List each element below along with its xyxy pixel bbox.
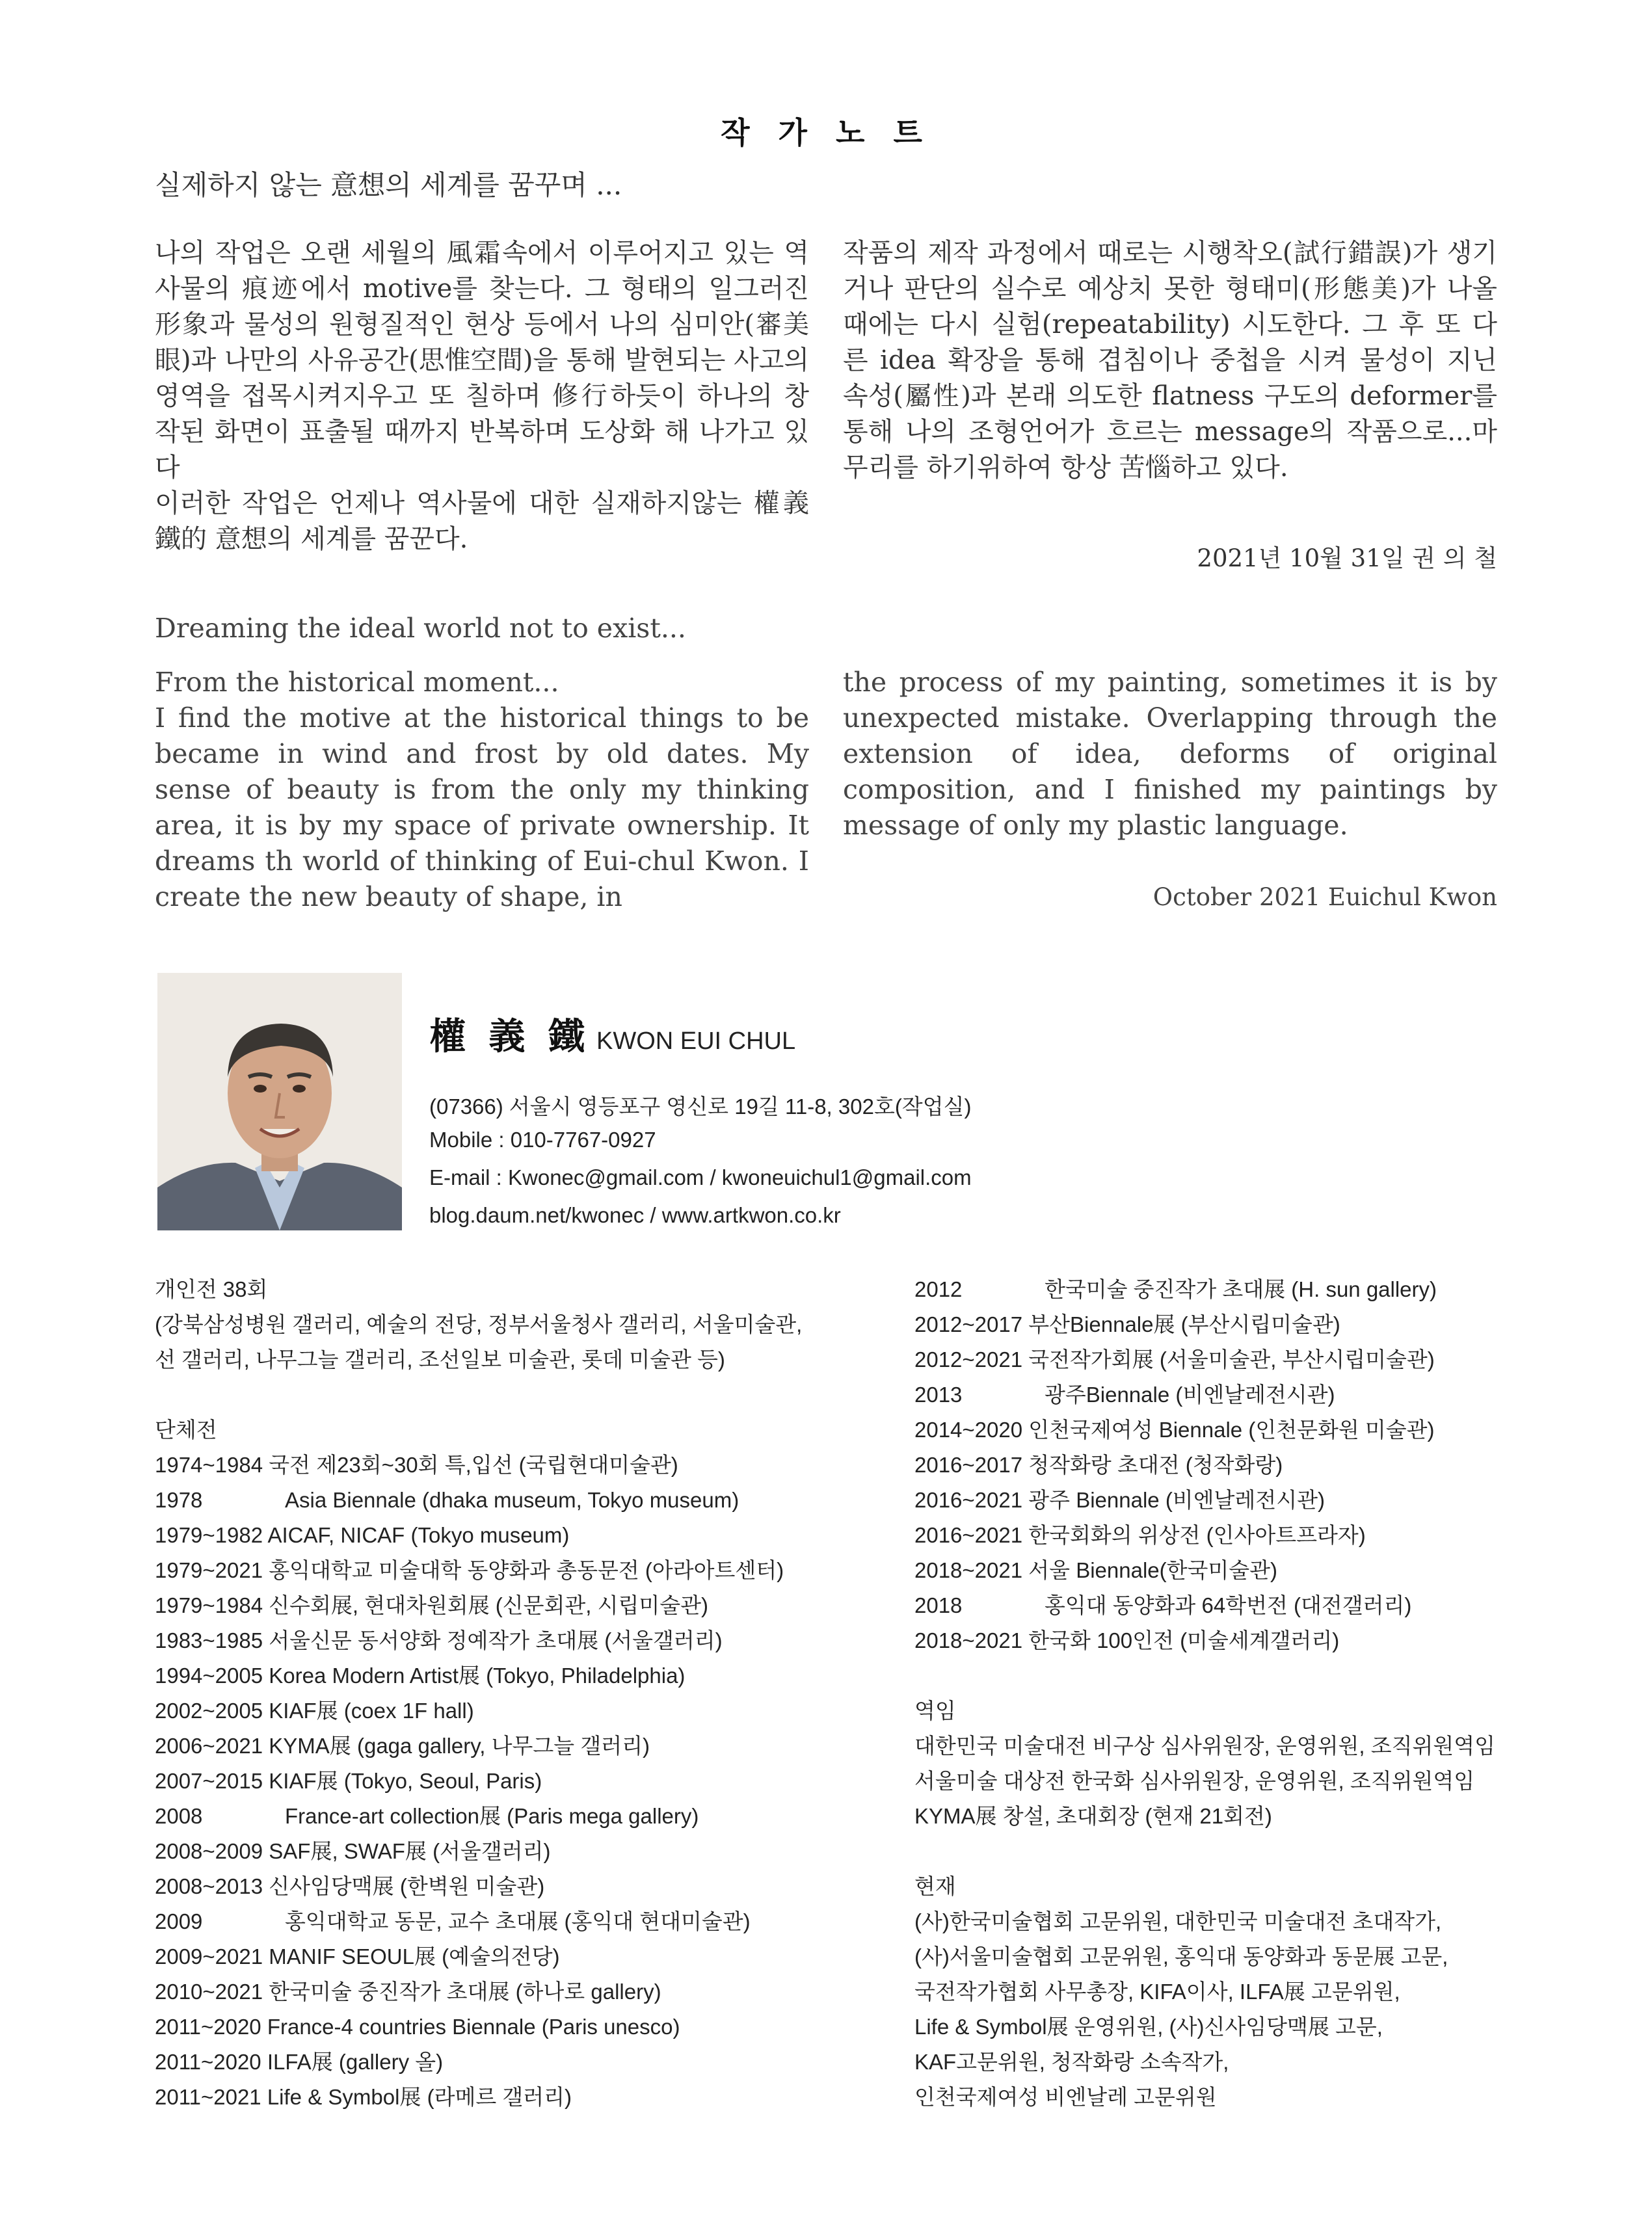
english-left-column — [155, 665, 809, 915]
current-line: (사)서울미술협회 고문위원, 홍익대 동양화과 동문展 고문, — [914, 1944, 1448, 1969]
exhibition-row — [155, 1729, 890, 1764]
exhibition-year: 1994~2005 — [155, 1664, 263, 1688]
exhibition-year: 2002~2005 — [155, 1699, 263, 1723]
exhibition-year: 2016~2021 — [914, 1488, 1023, 1512]
exhibition-row — [155, 1658, 890, 1693]
korean-signature: 2021년 10월 31일 권 의 철 — [1197, 544, 1497, 572]
exhibition-row — [155, 1623, 890, 1658]
exhibition-row — [155, 1483, 890, 1518]
exhibition-text: 홍익대 동양화과 64학번전 (대전갤러리) — [1045, 1593, 1412, 1617]
exhibition-row — [155, 1974, 890, 2009]
exhibition-row — [914, 1448, 1649, 1483]
exhibition-year: 1979~1982 — [155, 1523, 263, 1547]
exhibition-text: 국전 제23회~30회 특,입선 (국립현대미술관) — [269, 1453, 678, 1477]
exhibition-row — [155, 1764, 890, 1799]
exhibition-year: 2018~2021 — [914, 1628, 1023, 1652]
exhibition-row — [155, 1518, 890, 1553]
exhibition-year: 2011~2020 — [155, 2050, 261, 2074]
korean-subtitle: 실제하지 않는 意想의 세계를 꿈꾸며 ... — [155, 169, 622, 201]
artist-mobile: Mobile : 010-7767-0927 — [429, 1128, 656, 1152]
exhibition-text: 홍익대학교 동문, 교수 초대展 (홍익대 현대미술관) — [285, 1909, 751, 1933]
korean-paragraph: 작품의 제작 과정에서 때로는 시행착오(試行錯誤)가 생기거나 판단의 실수로 예상치 못한 형태미(形態美)가 나올 때에는 다시 실험(repeatability) 시도한다. 그 후 또 다른 idea 확장을 통해 겹침이나 중첩을 시켜 물성이 지닌 속성(屬性)과 본래 의도한 flatness 구도의 deformer를 통해 나의 조형언어가 흐르는 message의 작품으로...마무리를 하기위하여 항상 苦惱하고 있다. — [843, 238, 1497, 483]
exhibition-year: 2009~2021 — [155, 1944, 263, 1969]
exhibition-text: 부산Biennale展 (부산시립미술관) — [1028, 1312, 1340, 1336]
exhibition-year: 1978 — [155, 1488, 203, 1512]
exhibition-year: 2006~2021 — [155, 1734, 263, 1758]
exhibition-text: 한국미술 중진작가 초대展 (H. sun gallery) — [1045, 1277, 1437, 1301]
exhibition-year: 2008~2013 — [155, 1874, 263, 1898]
exhibition-text: 국전작가회展 (서울미술관, 부산시립미술관) — [1028, 1347, 1435, 1372]
current-line: (사)한국미술협회 고문위원, 대한민국 미술대전 초대작가, — [914, 1909, 1442, 1933]
exhibition-text: ILFA展 (gallery 올) — [267, 2050, 444, 2074]
career-title: 역임 — [914, 1699, 956, 1723]
artist-address: (07366) 서울시 영등포구 영신로 19길 11-8, 302호(작업실) — [429, 1094, 972, 1119]
exhibition-year: 1979~1984 — [155, 1593, 263, 1617]
exhibition-text: 서울 Biennale(한국미술관) — [1028, 1558, 1278, 1582]
exhibition-text: AICAF, NICAF (Tokyo museum) — [267, 1523, 570, 1547]
exhibition-row — [155, 1904, 890, 1939]
exhibition-row — [155, 1869, 890, 1904]
exhibition-year: 2012 — [914, 1277, 963, 1301]
artist-email[interactable]: E-mail : Kwonec@gmail.com / kwoneuichul1@gmail.com — [429, 1165, 972, 1189]
exhibition-year: 2016~2017 — [914, 1453, 1023, 1477]
exhibition-text: 광주 Biennale (비엔날레전시관) — [1028, 1488, 1325, 1512]
korean-left-column — [155, 235, 809, 557]
exhibition-text: MANIF SEOUL展 (예술의전당) — [269, 1944, 560, 1969]
exhibition-row — [155, 1939, 890, 1974]
exhibition-year: 2014~2020 — [914, 1418, 1023, 1442]
exhibition-year: 2018~2021 — [914, 1558, 1023, 1582]
exhibition-row — [914, 1553, 1649, 1588]
artist-name-hanja: 權 義 鐵 — [429, 1016, 590, 1058]
exhibition-row — [914, 1342, 1649, 1377]
exhibition-text: 한국회화의 위상전 (인사아트프라자) — [1028, 1523, 1366, 1547]
current-line: Life & Symbol展 운영위원, (사)신사임당맥展 고문, — [914, 2015, 1383, 2039]
english-paragraph: From the historical moment... — [155, 667, 559, 698]
group-exhibition-list — [155, 1448, 890, 2115]
exhibition-text: KIAF展 (coex 1F hall) — [269, 1699, 474, 1723]
exhibition-text: France-art collection展 (Paris mega gallery) — [285, 1804, 699, 1828]
exhibition-row — [155, 1834, 890, 1869]
exhibition-row — [155, 1799, 890, 1834]
exhibition-text: Korea Modern Artist展 (Tokyo, Philadelphia) — [269, 1664, 686, 1688]
exhibition-row — [914, 1377, 1649, 1412]
exhibition-year: 2008~2009 — [155, 1839, 263, 1863]
english-paragraph: the process of my painting, sometimes it is by unexpected mistake. Overlapping through the extension of idea, deforms of original composition, and I finished my paintings by message of only my plastic language. — [843, 667, 1497, 841]
exhibition-year: 2018 — [914, 1593, 963, 1617]
artist-name-english: KWON EUI CHUL — [596, 1028, 796, 1055]
exhibition-text: 청작화랑 초대전 (청작화랑) — [1028, 1453, 1283, 1477]
artist-photo — [157, 973, 402, 1230]
exhibition-year: 2007~2015 — [155, 1769, 263, 1793]
current-line: 국전작가협회 사무총장, KIFA이사, ILFA展 고문위원, — [914, 1980, 1400, 2004]
korean-paragraph: 이러한 작업은 언제나 역사물에 대한 실재하지않는 權義鐵的 意想의 세계를 꿈꾼다. — [155, 488, 809, 554]
english-right-column — [843, 665, 1497, 843]
exhibition-year: 2013 — [914, 1383, 963, 1407]
exhibition-year: 1979~2021 — [155, 1558, 263, 1582]
exhibition-year: 2011~2020 — [155, 2015, 261, 2039]
exhibition-row — [155, 1553, 890, 1588]
exhibition-text: Asia Biennale (dhaka museum, Tokyo museum) — [285, 1488, 739, 1512]
exhibition-row — [914, 1518, 1649, 1553]
exhibition-year: 2009 — [155, 1909, 203, 1933]
korean-paragraph: 나의 작업은 오랜 세월의 風霜속에서 이루어지고 있는 역사물의 痕迹에서 motive를 찾는다. 그 형태의 일그러진 形象과 물성의 원형질적인 현상 등에서 나의 심미안(審美眼)과 나만의 사유공간(思惟空間)을 통해 발현되는 사고의 영역을 접목시켜지우고 또 칠하며 修行하듯이 하나의 창작된 화면이 표출될 때까지 반복하며 도상화 해 나가고 있다 — [155, 238, 809, 483]
exhibition-row — [155, 2080, 890, 2115]
page-title: 작 가 노 트 — [721, 115, 931, 150]
cv-right-column — [914, 1272, 1649, 2115]
exhibition-text: SAF展, SWAF展 (서울갤러리) — [269, 1839, 551, 1863]
exhibition-year: 2016~2021 — [914, 1523, 1023, 1547]
exhibition-row — [914, 1412, 1649, 1448]
exhibition-text: 신수회展, 현대차원회展 (신문회관, 시립미술관) — [269, 1593, 709, 1617]
exhibition-row — [155, 2009, 890, 2045]
exhibition-year: 2012~2021 — [914, 1347, 1023, 1372]
exhibition-text: 홍익대학교 미술대학 동양화과 총동문전 (아라아트센터) — [269, 1558, 784, 1582]
exhibition-text: 광주Biennale (비엔날레전시관) — [1045, 1383, 1335, 1407]
english-subtitle: Dreaming the ideal world not to exist... — [155, 613, 686, 644]
career-line: 서울미술 대상전 한국화 심사위원장, 운영위원, 조직위원역임 — [914, 1769, 1475, 1793]
exhibition-text: 한국화 100인전 (미술세계갤러리) — [1028, 1628, 1340, 1652]
solo-exhibition-line: 선 갤러리, 나무그늘 갤러리, 조선일보 미술관, 롯데 미술관 등) — [155, 1347, 725, 1372]
exhibition-year: 2011~2021 — [155, 2085, 261, 2109]
exhibition-row — [914, 1623, 1649, 1658]
exhibition-row — [914, 1483, 1649, 1518]
exhibition-row — [914, 1307, 1649, 1342]
korean-right-column — [843, 235, 1497, 486]
solo-exhibition-title: 개인전 38회 — [155, 1277, 268, 1301]
exhibition-text: 한국미술 중진작가 초대展 (하나로 gallery) — [269, 1980, 661, 2004]
group-exhibition-list-continued — [914, 1272, 1649, 1658]
exhibition-year: 1974~1984 — [155, 1453, 263, 1477]
english-paragraph: I find the motive at the historical things to be became in wind and frost by old dates. My sense of beauty is from the only my thinking area, it is by my space of private ownership. It dreams th world of thinking of Eui-chul Kwon. I create the new beauty of shape, in — [155, 702, 809, 912]
exhibition-year: 2010~2021 — [155, 1980, 263, 2004]
exhibition-year: 1983~1985 — [155, 1628, 263, 1652]
exhibition-text: KYMA展 (gaga gallery, 나무그늘 갤러리) — [269, 1734, 650, 1758]
exhibition-row — [155, 1588, 890, 1623]
current-line: 인천국제여성 비엔날레 고문위원 — [914, 2085, 1217, 2109]
exhibition-row — [914, 1272, 1649, 1307]
exhibition-year: 2008 — [155, 1804, 203, 1828]
solo-exhibition-line: (강북삼성병원 갤러리, 예술의 전당, 정부서울청사 갤러리, 서울미술관, — [155, 1312, 803, 1336]
exhibition-text: 서울신문 동서양화 정예작가 초대展 (서울갤러리) — [269, 1628, 723, 1652]
exhibition-row — [155, 2045, 890, 2080]
exhibition-text: KIAF展 (Tokyo, Seoul, Paris) — [269, 1769, 542, 1793]
exhibition-text: France-4 countries Biennale (Paris unesco) — [267, 2015, 680, 2039]
career-line: 대한민국 미술대전 비구상 심사위원장, 운영위원, 조직위원역임 — [914, 1734, 1496, 1758]
current-title: 현재 — [914, 1874, 956, 1898]
cv-left-column — [155, 1272, 890, 2115]
exhibition-text: 인천국제여성 Biennale (인천문화원 미술관) — [1028, 1418, 1435, 1442]
exhibition-year: 2012~2017 — [914, 1312, 1023, 1336]
exhibition-row — [914, 1588, 1649, 1623]
exhibition-row — [155, 1448, 890, 1483]
artist-website[interactable]: blog.daum.net/kwonec / www.artkwon.co.kr — [429, 1203, 841, 1227]
career-line: KYMA展 창설, 초대회장 (현재 21회전) — [914, 1804, 1272, 1828]
english-signature: October 2021 Euichul Kwon — [1152, 883, 1497, 911]
exhibition-row — [155, 1693, 890, 1729]
group-exhibition-title: 단체전 — [155, 1418, 217, 1442]
current-line: KAF고문위원, 청작화랑 소속작가, — [914, 2050, 1229, 2074]
artist-name — [429, 1008, 795, 1060]
exhibition-text: 신사임당맥展 (한벽원 미술관) — [269, 1874, 545, 1898]
exhibition-text: Life & Symbol展 (라메르 갤러리) — [267, 2085, 572, 2109]
